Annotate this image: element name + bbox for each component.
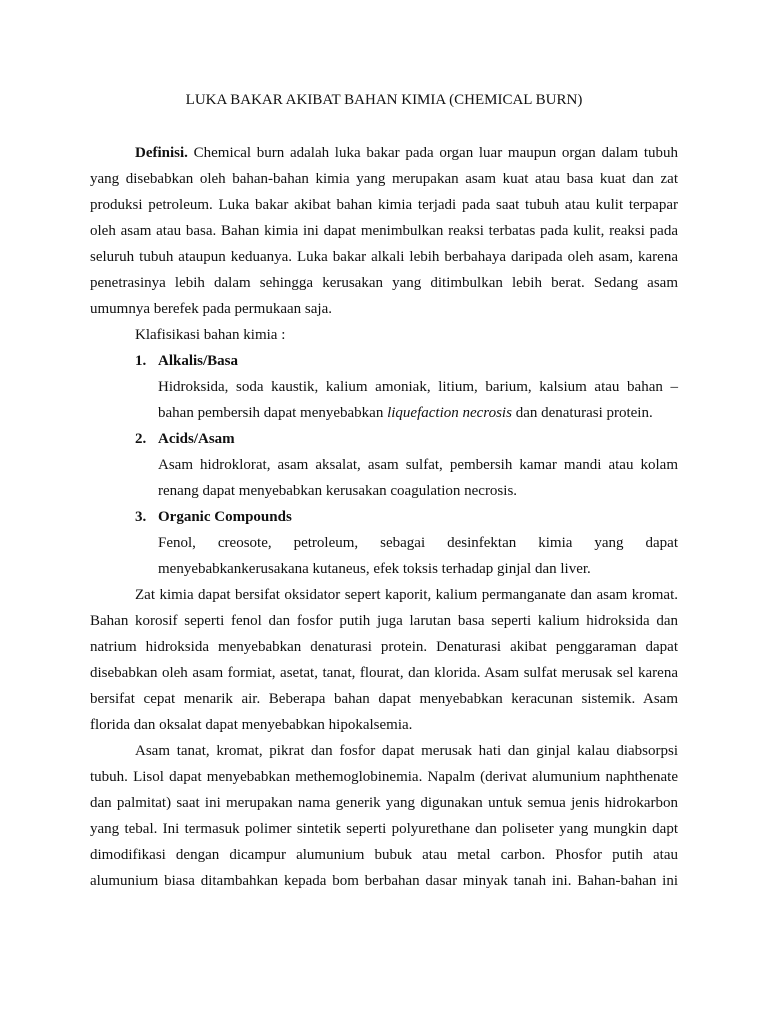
class-1-line-2: bahan pembersih dapat menyebabkan liquefaction necrosis dan denaturasi protein. <box>158 405 653 421</box>
definition-label: Definisi. <box>135 145 188 161</box>
definition-line-5: seluruh tubuh ataupun keduanya. Luka bakar alkali lebih berbahaya daripada oleh asam, karena <box>90 249 678 265</box>
paragraph-3-line-2: tubuh. Lisol dapat menyebabkan methemoglobinemia. Napalm (derivat alumunium naphthenate <box>90 769 678 785</box>
paragraph-3-line-5: dimodifikasi dengan dicampur alumunium bubuk atau metal carbon. Phosfor putih atau <box>90 847 678 863</box>
class-3-line-1: Fenol, creosote, petroleum, sebagai desinfektan kimia yang dapat <box>158 535 678 551</box>
paragraph-2-line-6: florida dan oksalat dapat menyebabkan hipokalsemia. <box>90 717 413 733</box>
definition-line-6: penetrasinya lebih dalam sehingga kerusakan yang ditimbulkan lebih berat. Sedang asam <box>90 275 678 291</box>
definition-text: Chemical burn adalah luka bakar pada organ luar maupun organ dalam tubuh <box>187 145 678 161</box>
class-2-name: Acids/Asam <box>158 431 235 447</box>
class-3-name: Organic Compounds <box>158 509 292 525</box>
class-2-number: 2. <box>135 431 147 447</box>
class-3-line-2: menyebabkankerusakana kutaneus, efek toksis terhadap ginjal dan liver. <box>158 561 591 577</box>
paragraph-2-line-4: disebabkan oleh asam formiat, asetat, tanat, flourat, dan klorida. Asam sulfat merusak sel karena <box>90 665 678 681</box>
class-1-line-1: Hidroksida, soda kaustik, kalium amoniak, litium, barium, kalsium atau bahan – <box>158 379 678 395</box>
paragraph-3-line-6: alumunium biasa ditambahkan kepada bom berbahan dasar minyak tanah ini. Bahan-bahan ini <box>90 873 678 889</box>
definition-line-4: oleh asam atau basa. Bahan kimia ini dapat menimbulkan reaksi terbatas pada kulit, reaksi pada <box>90 223 678 239</box>
class-1-name: Alkalis/Basa <box>158 353 239 369</box>
definition-line-7: umumnya berefek pada permukaan saja. <box>90 301 332 317</box>
classification-intro: Klafisikasi bahan kimia : <box>135 327 286 343</box>
definition-line-3: produksi petroleum. Luka bakar akibat bahan kimia terjadi pada saat tubuh atau kulit terpapar <box>90 197 678 213</box>
class-1-number: 1. <box>135 353 147 369</box>
class-2-line-1: Asam hidroklorat, asam aksalat, asam sulfat, pembersih kamar mandi atau kolam <box>158 457 678 473</box>
paragraph-3-line-4: yang tebal. Ini termasuk polimer sintetik seperti polyurethane dan poliseter yang mungkin dapt <box>90 821 678 837</box>
paragraph-2-line-5: bersifat cepat menarik air. Beberapa bahan dapat menyebabkan keracunan sistemik. Asam <box>90 691 678 707</box>
paragraph-2-line-2: Bahan korosif seperti fenol dan fosfor putih juga larutan basa seperti kalium hidroksida dan <box>90 613 678 629</box>
liquefaction-necrosis-term: liquefaction necrosis <box>387 405 512 421</box>
paragraph-2-line-3: natrium hidroksida menyebabkan denaturasi protein. Denaturasi akibat penggaraman dapat <box>90 639 678 655</box>
paragraph-3-line-1: Asam tanat, kromat, pikrat dan fosfor dapat merusak hati dan ginjal kalau diabsorpsi <box>135 743 678 759</box>
paragraph-3-line-3: dan palmitat) saat ini merupakan nama generik yang digunakan untuk semua jenis hidrokarbon <box>90 795 678 811</box>
class-3-number: 3. <box>135 509 147 525</box>
class-2-line-2: renang dapat menyebabkan kerusakan coagulation necrosis. <box>158 483 518 499</box>
paragraph-2-line-1: Zat kimia dapat bersifat oksidator sepert kaporit, kalium permanganate dan asam kromat. <box>135 587 678 603</box>
definition-line-1 <box>135 143 678 163</box>
definition-line-2: yang disebabkan oleh bahan-bahan kimia yang merupakan asam kuat atau basa kuat dan zat <box>90 171 678 187</box>
document-title: LUKA BAKAR AKIBAT BAHAN KIMIA (CHEMICAL BURN) <box>185 92 583 108</box>
